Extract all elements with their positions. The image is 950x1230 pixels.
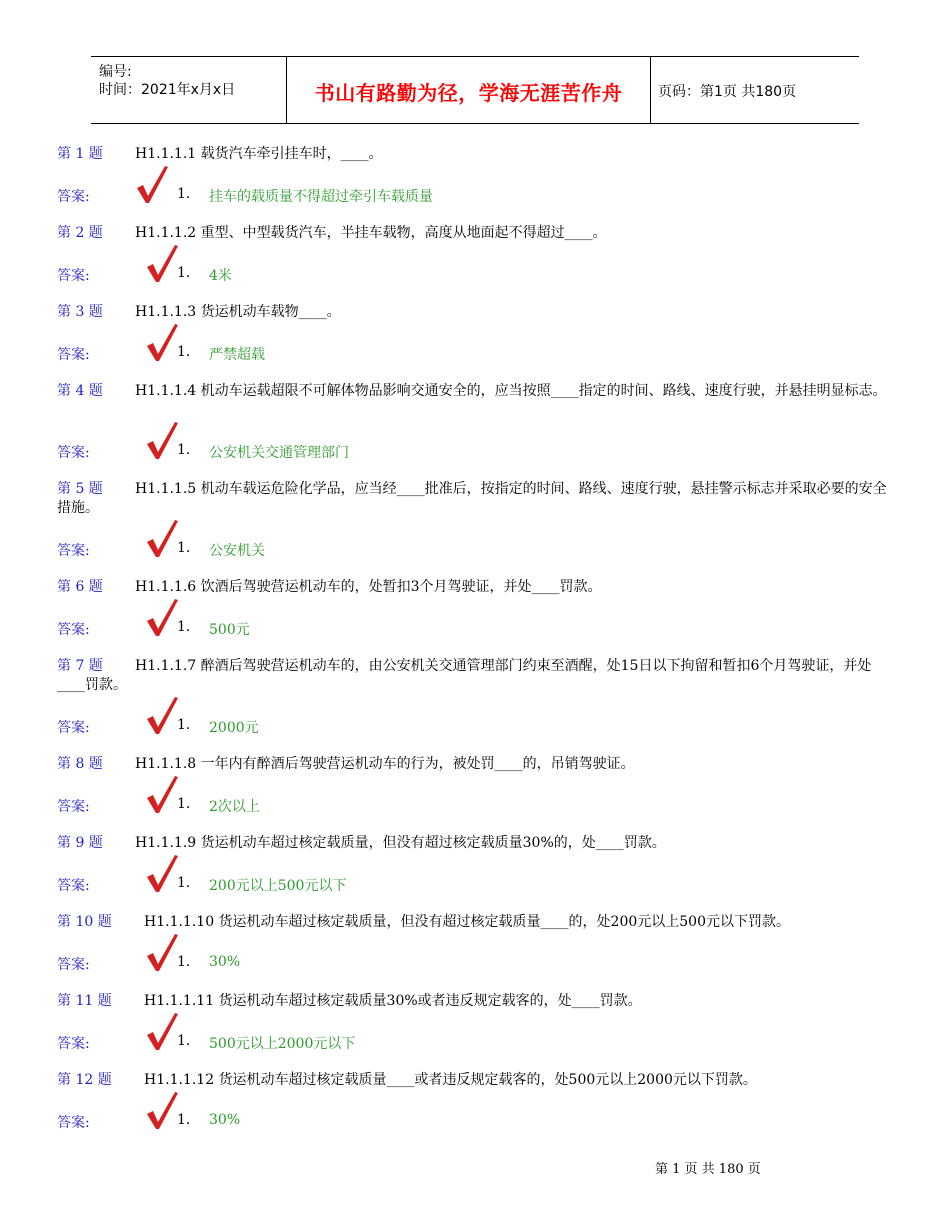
answer-row [57, 1110, 895, 1132]
question-number: 第 4 题 [57, 383, 103, 399]
question-text: H1.1.1.7 醉酒后驾驶营运机动车的，由公安机关交通管理部门约束至酒醒，处15日以下拘留和暂扣6个月驾驶证，并处____罚款。 [57, 658, 872, 693]
answer-text: 2次以上 [209, 799, 260, 815]
header-meta-cell [91, 57, 286, 123]
answer-label: 答案: [57, 799, 90, 815]
answer-number: 1. [177, 442, 191, 458]
question-item [57, 1071, 895, 1090]
question-item [57, 992, 895, 1011]
answer-label: 答案: [57, 1036, 90, 1052]
question-item [57, 303, 895, 322]
header-motto-cell [286, 57, 651, 123]
checkmark-icon [145, 518, 179, 558]
answer-label: 答案: [57, 878, 90, 894]
question-number: 第 11 题 [57, 993, 112, 1009]
answer-label: 答案: [57, 622, 90, 638]
answer-label: 答案: [57, 957, 90, 973]
page-header [91, 56, 859, 124]
answer-text: 挂车的载质量不得超过牵引车载质量 [209, 189, 433, 205]
checkmark-icon [145, 1090, 179, 1130]
question-item [57, 913, 895, 932]
header-page-cell [650, 57, 859, 123]
question-number: 第 7 题 [57, 658, 103, 674]
answer-text: 公安机关交通管理部门 [209, 445, 349, 461]
question-number: 第 10 题 [57, 914, 112, 930]
checkmark-icon [145, 243, 179, 283]
question-number: 第 6 题 [57, 579, 103, 595]
question-item [57, 145, 895, 164]
page-footer: 第 1 页 共 180 页 [655, 1162, 761, 1177]
answer-text: 4米 [209, 268, 232, 284]
answer-text: 2000元 [209, 720, 259, 736]
answer-label: 答案: [57, 543, 90, 559]
answer-label: 答案: [57, 189, 90, 205]
answer-text: 500元以上2000元以下 [209, 1036, 356, 1052]
checkmark-icon [145, 597, 179, 637]
answer-number: 1. [177, 1112, 191, 1128]
serial-label: 编号: [99, 64, 132, 80]
checkmark-icon [145, 853, 179, 893]
answer-number: 1. [177, 540, 191, 556]
answer-number: 1. [177, 186, 191, 202]
answer-number: 1. [177, 265, 191, 281]
question-number: 第 3 题 [57, 304, 103, 320]
answer-label: 答案: [57, 720, 90, 736]
answer-text: 严禁超载 [209, 347, 265, 363]
checkmark-icon [135, 164, 169, 204]
answer-number: 1. [177, 796, 191, 812]
answer-number: 1. [177, 344, 191, 360]
answer-text: 30% [209, 954, 241, 970]
question-text: H1.1.1.11 货运机动车超过核定载质量30%或者违反规定载客的，处____罚款。 [144, 993, 642, 1009]
checkmark-icon [145, 932, 179, 972]
checkmark-icon [145, 420, 179, 460]
question-text: H1.1.1.2 重型、中型载货汽车，半挂车载物，高度从地面起不得超过____。 [135, 225, 607, 241]
answer-text: 500元 [209, 622, 250, 638]
question-text: H1.1.1.9 货运机动车超过核定载质量，但没有超过核定载质量30%的，处____罚款。 [135, 835, 666, 851]
question-text: H1.1.1.12 货运机动车超过核定载质量____或者违反规定载客的，处500元以上2000元以下罚款。 [144, 1072, 757, 1088]
answer-label: 答案: [57, 268, 90, 284]
answer-number: 1. [177, 1033, 191, 1049]
answer-row [57, 794, 895, 816]
answer-number: 1. [177, 954, 191, 970]
question-text: H1.1.1.6 饮酒后驾驶营运机动车的，处暂扣3个月驾驶证，并处____罚款。 [135, 579, 602, 595]
answer-row [57, 538, 895, 560]
answer-row [57, 715, 895, 737]
answer-row [57, 952, 895, 974]
question-item [57, 382, 895, 401]
checkmark-icon [145, 322, 179, 362]
answer-text: 公安机关 [209, 543, 265, 559]
answer-number: 1. [177, 875, 191, 891]
question-item [57, 657, 895, 695]
date-label: 时间：2021年x月x日 [99, 82, 236, 98]
answer-number: 1. [177, 619, 191, 635]
answer-row [57, 342, 895, 364]
question-text: H1.1.1.5 机动车载运危险化学品，应当经____批准后，按指定的时间、路线、速度行驶，悬挂警示标志并采取必要的安全措施。 [57, 481, 887, 516]
answer-label: 答案: [57, 347, 90, 363]
question-text: H1.1.1.3 货运机动车载物____。 [135, 304, 341, 320]
answer-row [57, 440, 895, 462]
question-item [57, 578, 895, 597]
answer-row [57, 184, 895, 206]
question-text: H1.1.1.10 货运机动车超过核定载质量，但没有超过核定载质量____的，处200元以上500元以下罚款。 [144, 914, 790, 930]
motto-text: 书山有路勤为径，学海无涯苦作舟 [314, 81, 623, 105]
question-item [57, 480, 895, 518]
question-number: 第 5 题 [57, 481, 103, 497]
question-number: 第 9 题 [57, 835, 103, 851]
question-number: 第 8 题 [57, 756, 103, 772]
question-text: H1.1.1.8 一年内有醉酒后驾驶营运机动车的行为，被处罚____的，吊销驾驶证。 [135, 756, 635, 772]
question-text: H1.1.1.4 机动车运载超限不可解体物品影响交通安全的，应当按照____指定的时间、路线、速度行驶，并悬挂明显标志。 [135, 383, 887, 399]
question-number: 第 12 题 [57, 1072, 112, 1088]
question-item [57, 224, 895, 243]
question-item [57, 834, 895, 853]
answer-label: 答案: [57, 445, 90, 461]
answer-number: 1. [177, 717, 191, 733]
question-text: H1.1.1.1 载货汽车牵引挂车时，____。 [135, 146, 383, 162]
answer-row [57, 1031, 895, 1053]
answer-row [57, 617, 895, 639]
checkmark-icon [145, 774, 179, 814]
question-number: 第 2 题 [57, 225, 103, 241]
checkmark-icon [145, 1011, 179, 1051]
checkmark-icon [145, 695, 179, 735]
question-item [57, 755, 895, 774]
answer-row [57, 263, 895, 285]
answer-label: 答案: [57, 1115, 90, 1131]
page-info: 页码：第1页 共180页 [658, 84, 797, 100]
question-number: 第 1 题 [57, 146, 103, 162]
answer-row [57, 873, 895, 895]
answer-text: 30% [209, 1112, 241, 1128]
answer-text: 200元以上500元以下 [209, 878, 347, 894]
